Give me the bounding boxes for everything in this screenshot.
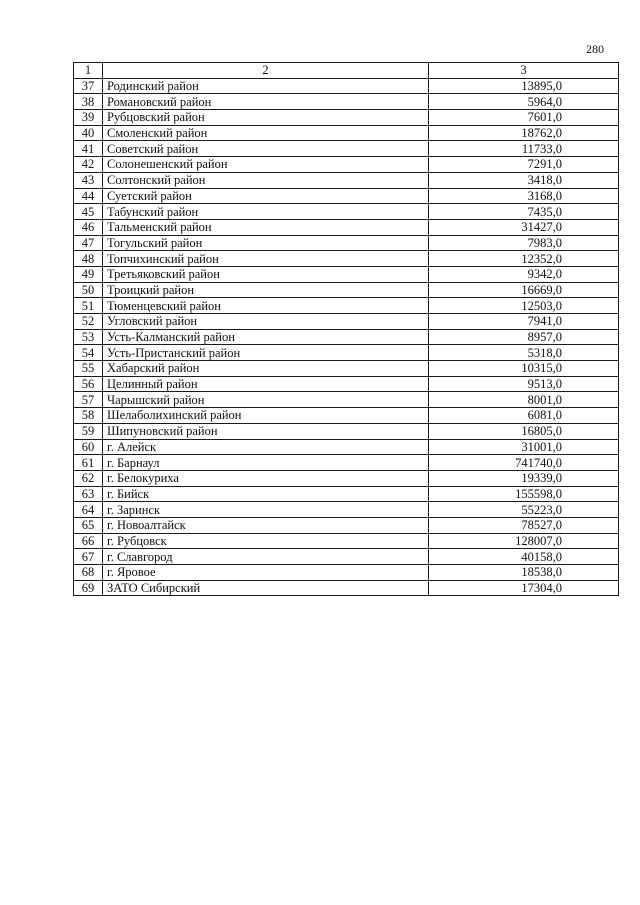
table-header-row xyxy=(74,63,619,79)
row-name: Усть-Пристанский район xyxy=(103,345,429,361)
row-name: Шипуновский район xyxy=(103,423,429,439)
table-row xyxy=(74,251,619,267)
row-name: Советский район xyxy=(103,141,429,157)
row-name: Угловский район xyxy=(103,314,429,330)
table-row xyxy=(74,549,619,565)
row-value: 7435,0 xyxy=(429,204,619,220)
row-number: 58 xyxy=(74,408,103,424)
row-number: 40 xyxy=(74,125,103,141)
row-name: г. Заринск xyxy=(103,502,429,518)
row-value: 19339,0 xyxy=(429,470,619,486)
row-number: 48 xyxy=(74,251,103,267)
row-name: Целинный район xyxy=(103,376,429,392)
row-number: 66 xyxy=(74,533,103,549)
data-table xyxy=(73,62,619,596)
row-number: 64 xyxy=(74,502,103,518)
table-row xyxy=(74,423,619,439)
row-number: 55 xyxy=(74,361,103,377)
row-value: 7983,0 xyxy=(429,235,619,251)
row-value: 3168,0 xyxy=(429,188,619,204)
table-row xyxy=(74,94,619,110)
row-value: 10315,0 xyxy=(429,361,619,377)
page-number: 280 xyxy=(586,42,604,56)
row-name: ЗАТО Сибирский xyxy=(103,580,429,596)
table-row xyxy=(74,439,619,455)
row-number: 56 xyxy=(74,376,103,392)
row-value: 55223,0 xyxy=(429,502,619,518)
row-value: 9342,0 xyxy=(429,266,619,282)
row-name: г. Славгород xyxy=(103,549,429,565)
row-value: 31427,0 xyxy=(429,219,619,235)
row-name: Третьяковский район xyxy=(103,266,429,282)
row-number: 68 xyxy=(74,565,103,581)
table-row xyxy=(74,392,619,408)
table-row xyxy=(74,110,619,126)
row-name: Хабарский район xyxy=(103,361,429,377)
row-name: Рубцовский район xyxy=(103,110,429,126)
table-row xyxy=(74,565,619,581)
row-value: 155598,0 xyxy=(429,486,619,502)
table-row xyxy=(74,298,619,314)
row-name: Солонешенский район xyxy=(103,157,429,173)
row-name: г. Яровое xyxy=(103,565,429,581)
row-name: г. Алейск xyxy=(103,439,429,455)
row-name: Тогульский район xyxy=(103,235,429,251)
table-row xyxy=(74,517,619,533)
row-name: Тюменцевский район xyxy=(103,298,429,314)
row-value: 12352,0 xyxy=(429,251,619,267)
table-row xyxy=(74,266,619,282)
row-name: г. Новоалтайск xyxy=(103,517,429,533)
row-number: 67 xyxy=(74,549,103,565)
table-row xyxy=(74,580,619,596)
row-number: 69 xyxy=(74,580,103,596)
table-row xyxy=(74,455,619,471)
column-header-value: 3 xyxy=(429,63,619,79)
table-row xyxy=(74,408,619,424)
row-number: 45 xyxy=(74,204,103,220)
table-row xyxy=(74,141,619,157)
row-value: 31001,0 xyxy=(429,439,619,455)
row-value: 12503,0 xyxy=(429,298,619,314)
table-row xyxy=(74,219,619,235)
row-number: 57 xyxy=(74,392,103,408)
row-number: 61 xyxy=(74,455,103,471)
row-number: 37 xyxy=(74,78,103,94)
row-number: 60 xyxy=(74,439,103,455)
row-value: 3418,0 xyxy=(429,172,619,188)
row-name: Тальменский район xyxy=(103,219,429,235)
table-row xyxy=(74,533,619,549)
row-value: 7601,0 xyxy=(429,110,619,126)
column-header-name: 2 xyxy=(103,63,429,79)
column-header-number: 1 xyxy=(74,63,103,79)
row-value: 5318,0 xyxy=(429,345,619,361)
row-number: 42 xyxy=(74,157,103,173)
row-value: 9513,0 xyxy=(429,376,619,392)
row-value: 7291,0 xyxy=(429,157,619,173)
table-row xyxy=(74,235,619,251)
row-value: 16805,0 xyxy=(429,423,619,439)
row-number: 43 xyxy=(74,172,103,188)
row-name: Смоленский район xyxy=(103,125,429,141)
row-name: г. Бийск xyxy=(103,486,429,502)
table-row xyxy=(74,125,619,141)
row-value: 17304,0 xyxy=(429,580,619,596)
table-row xyxy=(74,470,619,486)
table-row xyxy=(74,376,619,392)
row-number: 46 xyxy=(74,219,103,235)
row-value: 13895,0 xyxy=(429,78,619,94)
row-name: г. Белокуриха xyxy=(103,470,429,486)
table-row xyxy=(74,188,619,204)
row-number: 63 xyxy=(74,486,103,502)
row-number: 54 xyxy=(74,345,103,361)
row-name: Родинский район xyxy=(103,78,429,94)
table-row xyxy=(74,282,619,298)
row-value: 16669,0 xyxy=(429,282,619,298)
table-row xyxy=(74,172,619,188)
row-value: 8957,0 xyxy=(429,329,619,345)
row-name: Троицкий район xyxy=(103,282,429,298)
row-number: 38 xyxy=(74,94,103,110)
row-name: Солтонский район xyxy=(103,172,429,188)
row-value: 78527,0 xyxy=(429,517,619,533)
row-number: 53 xyxy=(74,329,103,345)
table-row xyxy=(74,204,619,220)
row-number: 49 xyxy=(74,266,103,282)
row-name: Чарышский район xyxy=(103,392,429,408)
row-value: 18538,0 xyxy=(429,565,619,581)
row-value: 11733,0 xyxy=(429,141,619,157)
row-name: Топчихинский район xyxy=(103,251,429,267)
table-row xyxy=(74,502,619,518)
table-row xyxy=(74,314,619,330)
row-number: 59 xyxy=(74,423,103,439)
table-body xyxy=(74,78,619,596)
row-value: 128007,0 xyxy=(429,533,619,549)
row-name: Суетский район xyxy=(103,188,429,204)
table-row xyxy=(74,157,619,173)
row-value: 40158,0 xyxy=(429,549,619,565)
row-value: 18762,0 xyxy=(429,125,619,141)
table-row xyxy=(74,486,619,502)
row-value: 6081,0 xyxy=(429,408,619,424)
table-row xyxy=(74,345,619,361)
row-number: 44 xyxy=(74,188,103,204)
row-number: 65 xyxy=(74,517,103,533)
row-number: 39 xyxy=(74,110,103,126)
row-name: Табунский район xyxy=(103,204,429,220)
table-row xyxy=(74,361,619,377)
row-number: 52 xyxy=(74,314,103,330)
table-row xyxy=(74,329,619,345)
row-name: г. Барнаул xyxy=(103,455,429,471)
row-value: 8001,0 xyxy=(429,392,619,408)
row-value: 741740,0 xyxy=(429,455,619,471)
row-value: 7941,0 xyxy=(429,314,619,330)
row-name: Усть-Калманский район xyxy=(103,329,429,345)
row-name: г. Рубцовск xyxy=(103,533,429,549)
row-number: 47 xyxy=(74,235,103,251)
row-name: Шелаболихинский район xyxy=(103,408,429,424)
row-number: 50 xyxy=(74,282,103,298)
row-number: 51 xyxy=(74,298,103,314)
row-number: 41 xyxy=(74,141,103,157)
row-number: 62 xyxy=(74,470,103,486)
row-value: 5964,0 xyxy=(429,94,619,110)
row-name: Романовский район xyxy=(103,94,429,110)
table-row xyxy=(74,78,619,94)
